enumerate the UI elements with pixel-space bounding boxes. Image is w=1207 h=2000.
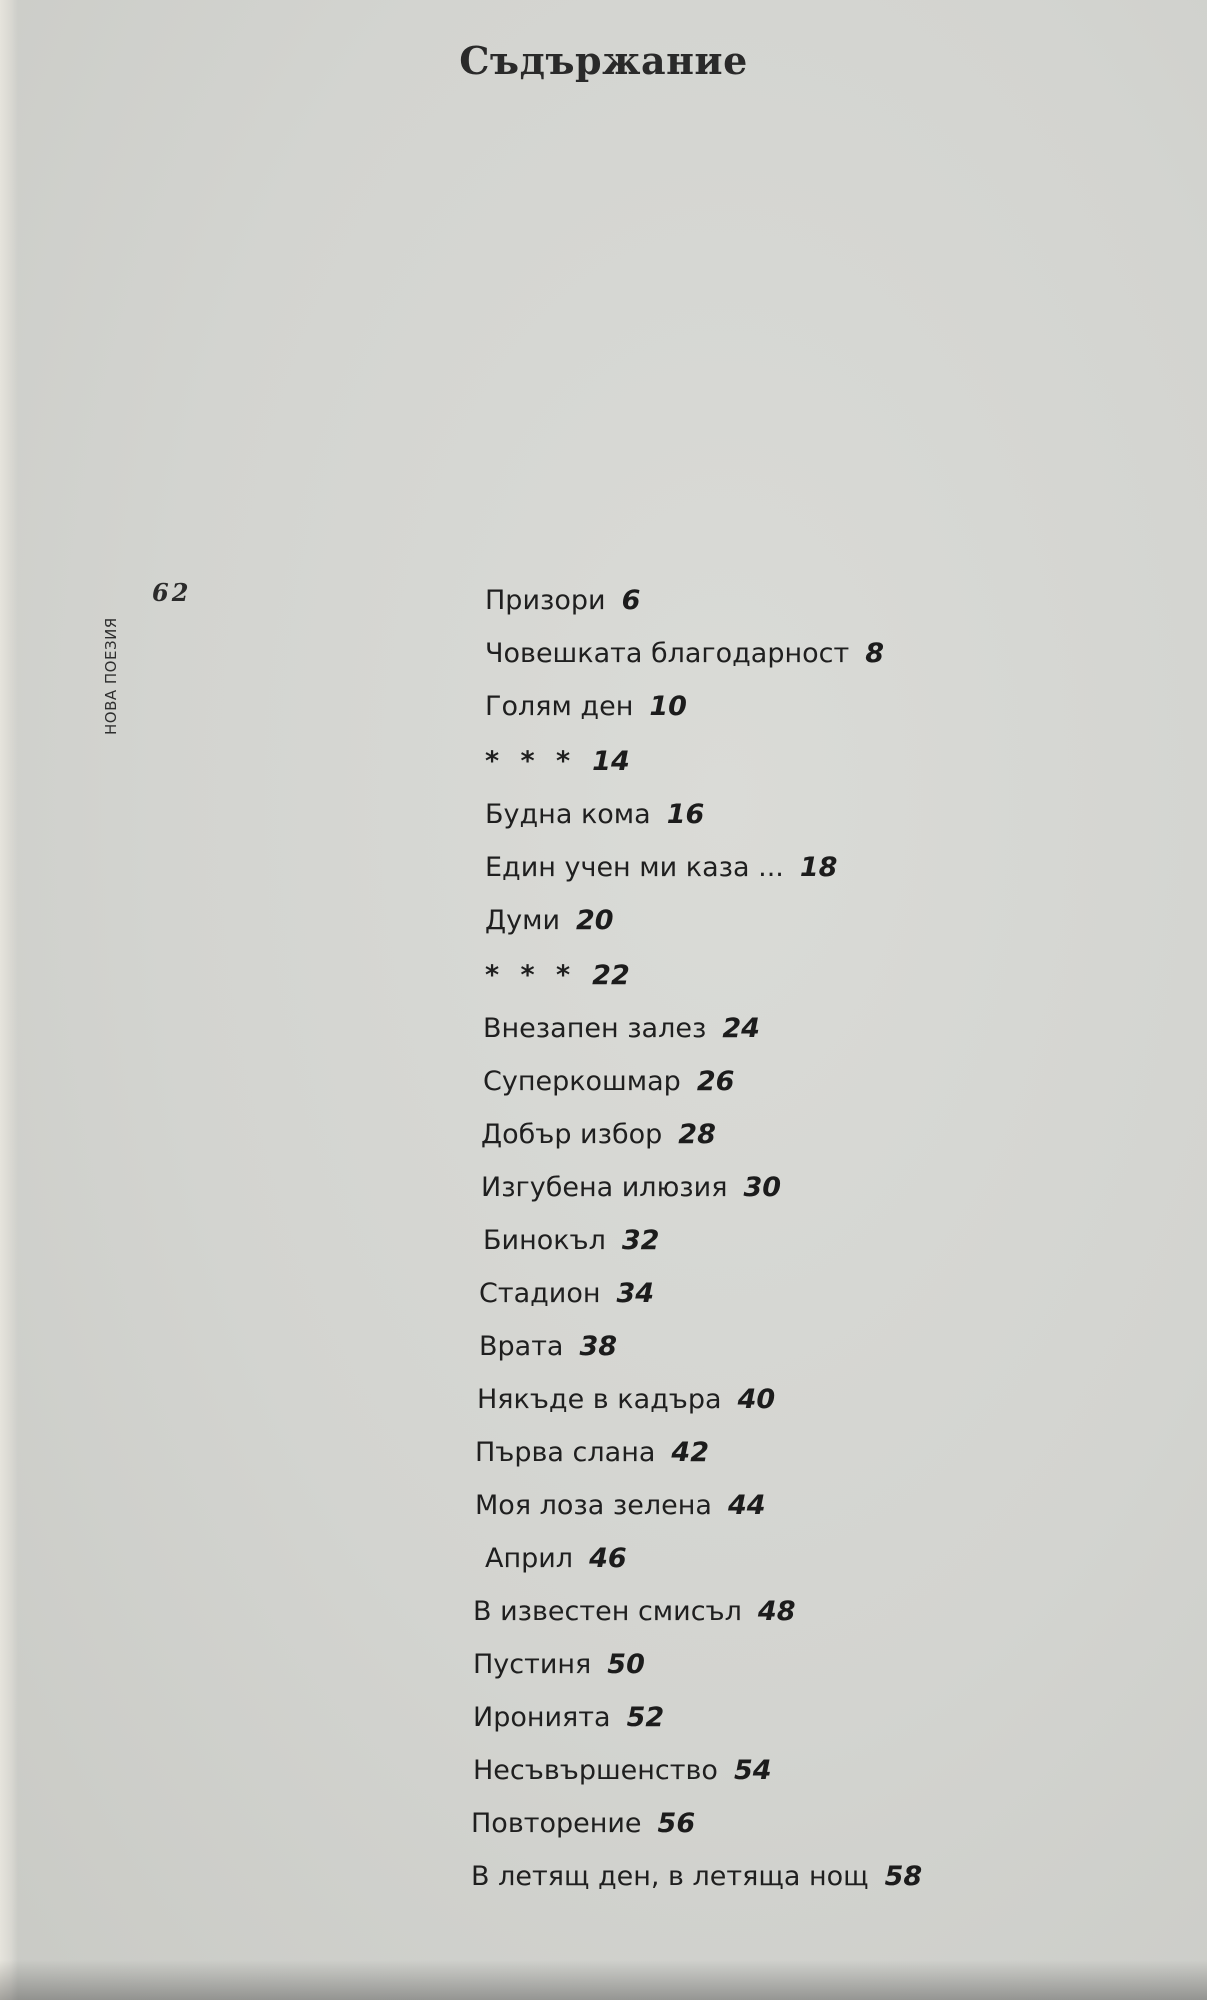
toc-entry-page: 52: [626, 1702, 665, 1733]
toc-entry: [485, 746, 630, 777]
toc-entry: [471, 1808, 695, 1839]
series-label: НОВА ПОЕЗИЯ: [102, 617, 121, 735]
toc-entry: [473, 1702, 664, 1733]
toc-entry-page: 54: [733, 1755, 772, 1786]
page-number: 62: [152, 578, 192, 607]
toc-entry-title: Несъвършенство: [473, 1755, 718, 1786]
toc-entry: [483, 1066, 734, 1097]
toc-entry-title: * * *: [485, 960, 577, 991]
toc-entry-title: Един учен ми каза ...: [485, 852, 784, 883]
toc-entry: [485, 585, 640, 616]
toc-entry-page: 8: [865, 638, 885, 669]
toc-entry-title: В летящ ден, в летяща нощ: [471, 1861, 869, 1892]
toc-entry: [479, 1331, 617, 1362]
toc-entry-page: 20: [576, 905, 614, 936]
toc-entry-title: Изгубена илюзия: [481, 1172, 728, 1203]
toc-entry-title: Пустиня: [473, 1649, 592, 1680]
toc-entry: [481, 1119, 716, 1150]
toc-entry-page: 42: [671, 1437, 709, 1468]
toc-entry: [483, 1013, 760, 1044]
toc-entry-title: * * *: [485, 746, 577, 777]
toc-entry-title: Някъде в кадъра: [477, 1384, 722, 1415]
toc-entry-title: Моя лоза зелена: [475, 1490, 712, 1521]
toc-entry: [483, 1225, 659, 1256]
toc-entry-title: Будна кома: [485, 799, 651, 830]
toc-entry-page: 48: [757, 1596, 796, 1627]
toc-entry: [473, 1649, 645, 1680]
toc-entry-title: Голям ден: [485, 691, 634, 722]
toc-entry: [473, 1755, 772, 1786]
toc-entry-title: Април: [485, 1543, 574, 1574]
toc-entry-page: 24: [722, 1013, 760, 1044]
toc-entry-title: Добър избор: [481, 1119, 663, 1150]
toc-entry-page: 16: [666, 799, 705, 830]
toc-entry-title: Призори: [485, 585, 606, 616]
toc-entry-title: Суперкошмар: [483, 1066, 681, 1097]
toc-entry-title: Врата: [479, 1331, 564, 1362]
toc-entry-page: 46: [589, 1543, 627, 1574]
toc-entry-page: 6: [621, 585, 641, 616]
toc-entry-page: 26: [696, 1066, 735, 1097]
toc-entry-page: 40: [737, 1384, 776, 1415]
toc-entry-page: 44: [727, 1490, 766, 1521]
toc-entry-page: 22: [592, 960, 630, 991]
toc-entry: [485, 1543, 627, 1574]
toc-entry: [475, 1437, 709, 1468]
toc-entry: [485, 905, 614, 936]
toc-entry: [485, 852, 837, 883]
page-title: Съдържание: [459, 38, 748, 83]
toc-entry: [485, 691, 687, 722]
toc-entry: [485, 638, 884, 669]
toc-entry-title: Първа слана: [475, 1437, 656, 1468]
toc-entry: [471, 1861, 922, 1892]
toc-entry: [477, 1384, 775, 1415]
toc-entry-page: 10: [649, 691, 687, 722]
toc-entry-page: 56: [657, 1808, 696, 1839]
toc-entry-page: 50: [607, 1649, 645, 1680]
toc-entry-title: Иронията: [473, 1702, 611, 1733]
toc-entry: [481, 1172, 781, 1203]
toc-entry-title: В известен смисъл: [473, 1596, 742, 1627]
toc-entry: [485, 960, 630, 991]
toc-entry-page: 14: [592, 746, 630, 777]
toc-entry-title: Повторение: [471, 1808, 642, 1839]
toc-entry-page: 28: [678, 1119, 716, 1150]
toc-entry-title: Бинокъл: [483, 1225, 606, 1256]
toc-entry-page: 38: [579, 1331, 618, 1362]
toc-entry-title: Стадион: [479, 1278, 601, 1309]
toc-entry-page: 30: [743, 1172, 782, 1203]
toc-entry: [479, 1278, 654, 1309]
toc-entry-page: 58: [884, 1861, 923, 1892]
toc-entry: [475, 1490, 766, 1521]
toc-entry: [473, 1596, 795, 1627]
toc-entry: [485, 799, 704, 830]
toc-entry-page: 34: [616, 1278, 655, 1309]
toc-entry-title: Внезапен залез: [483, 1013, 707, 1044]
toc-entry-title: Човешката благодарност: [485, 638, 850, 669]
toc-entry-title: Думи: [485, 905, 560, 936]
toc-entry-page: 18: [799, 852, 838, 883]
toc-entry-page: 32: [621, 1225, 660, 1256]
